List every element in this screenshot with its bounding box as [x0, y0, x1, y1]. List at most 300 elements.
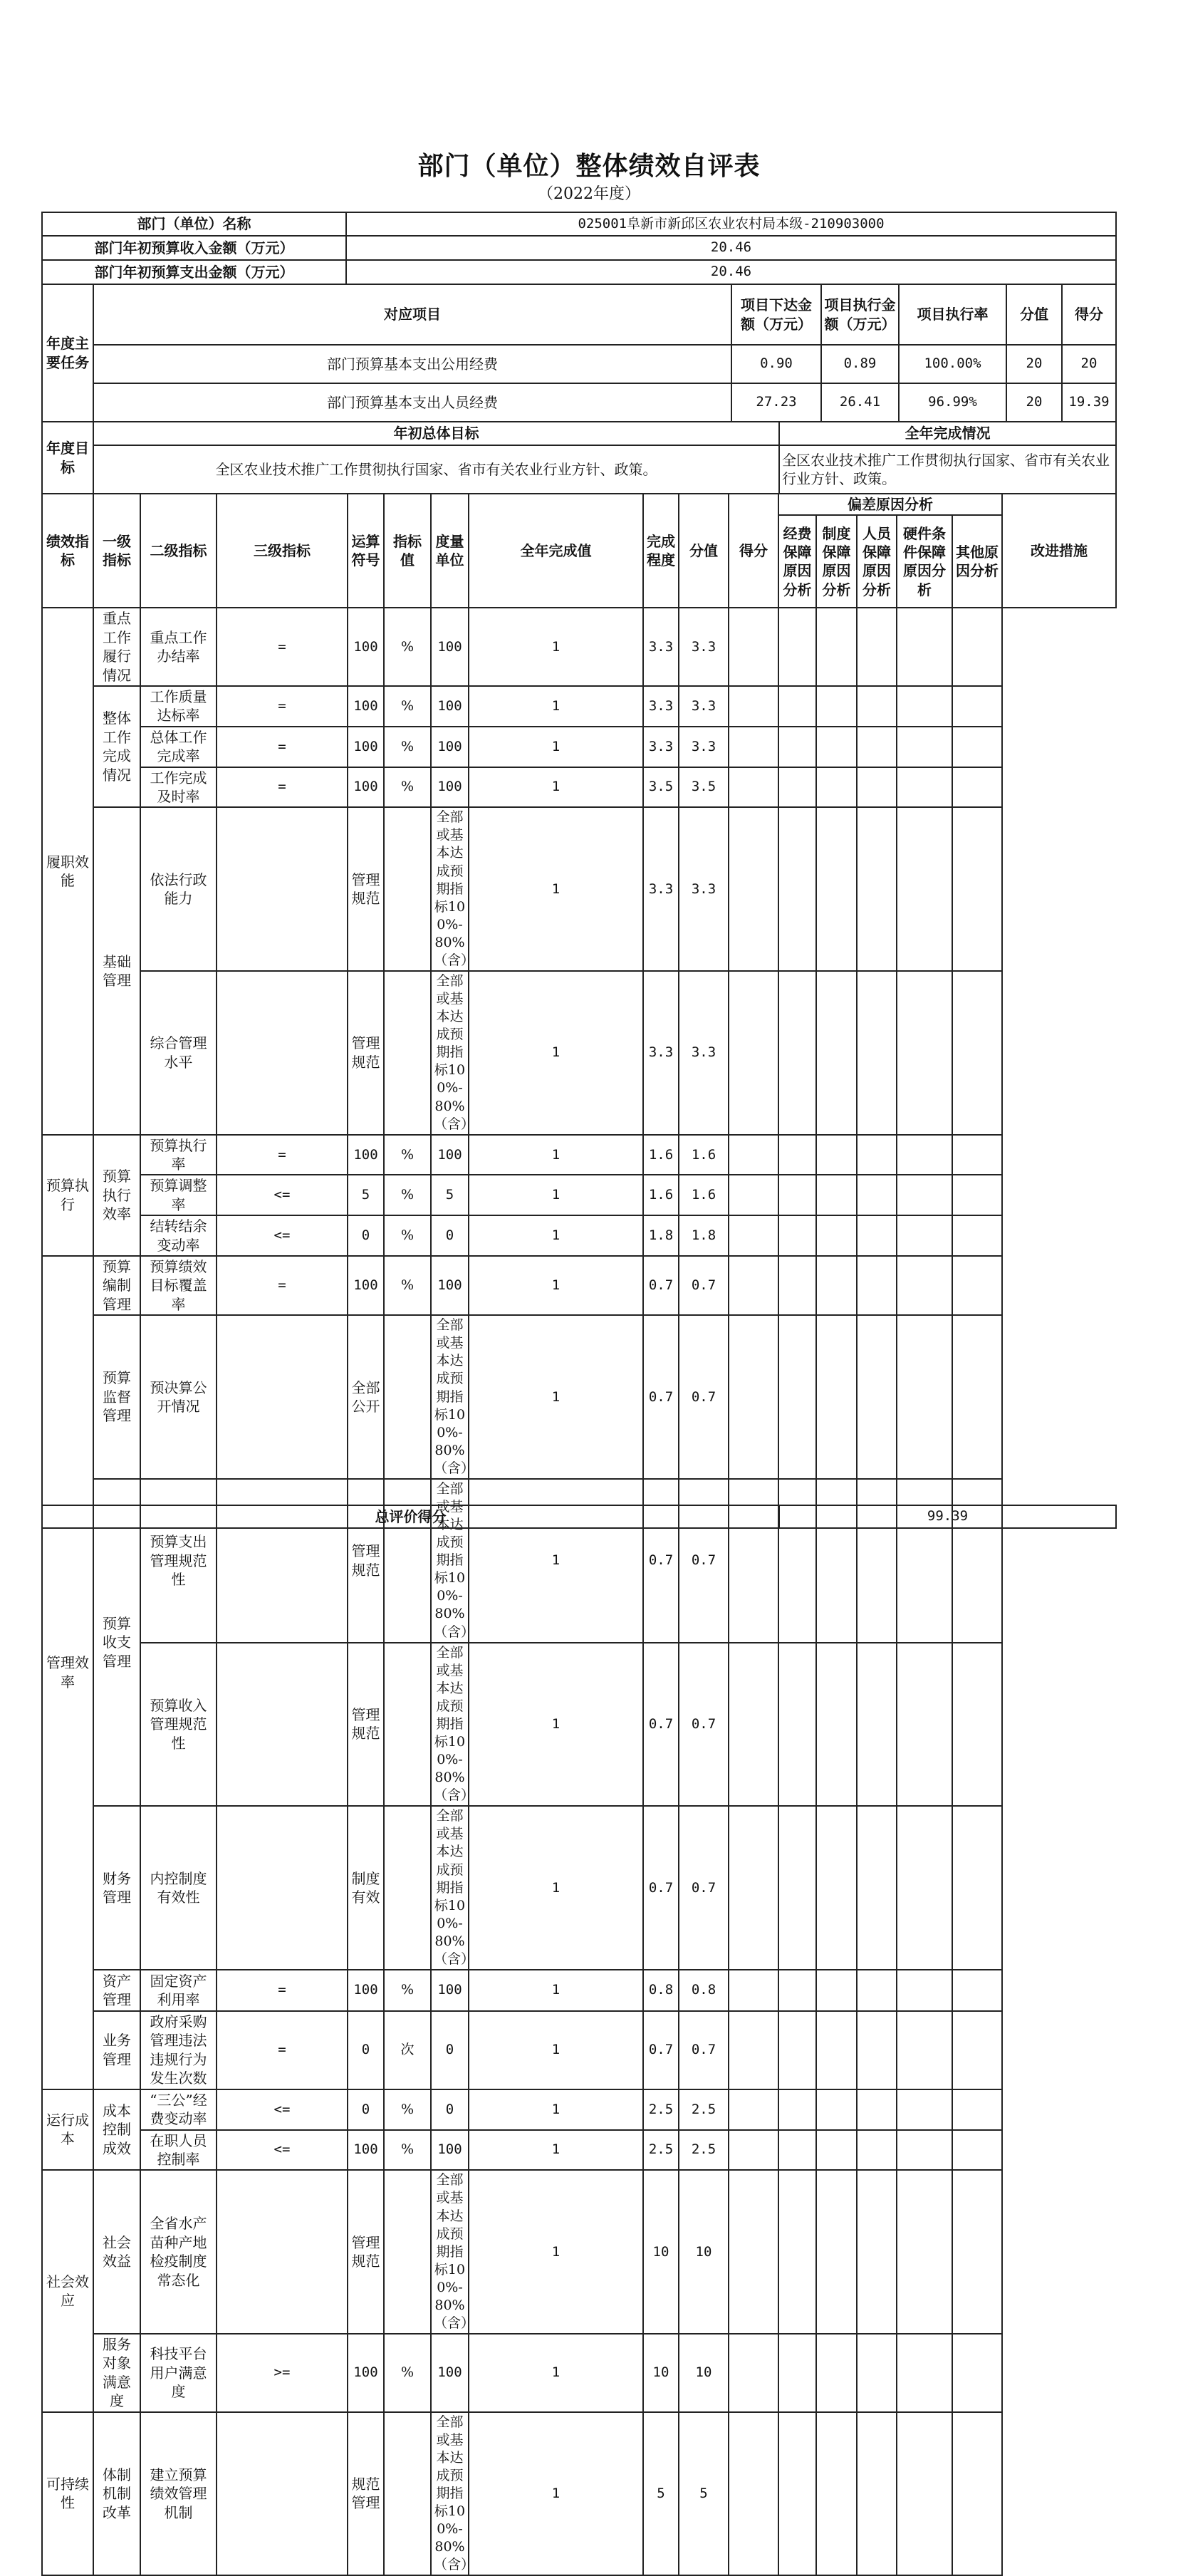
- dev-hardware-cell: [857, 2412, 897, 2576]
- dev-funding-cell: [729, 2011, 778, 2089]
- indicators-section-label: 绩效指标: [42, 494, 93, 608]
- unit-cell: [384, 1806, 431, 1970]
- target-cell: 管理规范: [348, 807, 384, 971]
- dev-funding-cell: [729, 1970, 778, 2011]
- dev-staff-cell: [816, 1806, 857, 1970]
- dev-staff-cell: [816, 2334, 857, 2412]
- target-cell: 100: [348, 2130, 384, 2171]
- completion-cell: 1: [469, 2170, 643, 2334]
- dev-system-cell: [778, 2130, 816, 2171]
- dev-other-cell: [897, 2334, 952, 2412]
- level3-cell: 工作质量达标率: [140, 686, 217, 727]
- dev-other-cell: [897, 1175, 952, 1215]
- dev-staff-cell: [816, 971, 857, 1135]
- dev-staff-cell: [816, 2412, 857, 2576]
- score-cell: 0.7: [679, 1256, 729, 1315]
- actual-cell: 全部或基本达成预期指标100%-80%（含）: [431, 1315, 469, 1479]
- target-cell: 0: [348, 2011, 384, 2089]
- score-cell: 0.8: [679, 1970, 729, 2011]
- op-cell: =: [217, 767, 348, 808]
- level3-cell: 工作完成及时率: [140, 767, 217, 808]
- level2-cell: 社会效益: [93, 2170, 140, 2334]
- unit-cell: %: [384, 1175, 431, 1215]
- actual-cell: 100: [431, 1256, 469, 1315]
- op-cell: [217, 807, 348, 971]
- dev-staff-cell: [816, 1643, 857, 1807]
- dev-staff-cell: [816, 1175, 857, 1215]
- score-max-cell: 2.5: [643, 2089, 679, 2130]
- expense-value: 20.46: [346, 260, 1116, 284]
- score-cell: 3.3: [679, 686, 729, 727]
- level2-cell: 业务管理: [93, 2011, 140, 2089]
- unit-cell: [384, 2412, 431, 2576]
- improvement-cell: [952, 608, 1002, 686]
- op-cell: [217, 1806, 348, 1970]
- actual-cell: 全部或基本达成预期指标100%-80%（含）: [431, 1643, 469, 1807]
- target-cell: 0: [348, 1215, 384, 1256]
- completion-cell: 1: [469, 2412, 643, 2576]
- goals-complete-label: 全年完成情况: [779, 422, 1116, 445]
- actual-cell: 100: [431, 1970, 469, 2011]
- dev-staff-cell: [816, 2170, 857, 2334]
- table-row: [42, 971, 1116, 1135]
- actual-cell: 5: [431, 1175, 469, 1215]
- table-row: [42, 2412, 1116, 2576]
- improvement-cell: [952, 807, 1002, 971]
- unit-cell: [384, 807, 431, 971]
- improvement-cell: [952, 2412, 1002, 2576]
- dev-system-cell: [778, 1479, 816, 1643]
- dev-hardware-cell: [857, 1806, 897, 1970]
- header-table: [41, 212, 1117, 285]
- table-row: [42, 2130, 1116, 2171]
- improvement-cell: [952, 2089, 1002, 2130]
- actual-cell: 全部或基本达成预期指标100%-80%（含）: [431, 2170, 469, 2334]
- col-dev-other: 其他原因分析: [952, 515, 1002, 608]
- improvement-cell: [952, 1256, 1002, 1315]
- task-executed: 26.41: [821, 383, 899, 422]
- dev-system-cell: [778, 2089, 816, 2130]
- dev-hardware-cell: [857, 971, 897, 1135]
- score-max-cell: 10: [643, 2170, 679, 2334]
- dev-other-cell: [897, 1135, 952, 1175]
- score-cell: 5: [679, 2412, 729, 2576]
- col-score: 得分: [729, 494, 778, 608]
- improvement-cell: [952, 727, 1002, 767]
- dev-system-cell: [778, 1315, 816, 1479]
- level2-cell: 基础管理: [93, 807, 140, 1134]
- dev-other-cell: [897, 1256, 952, 1315]
- dev-other-cell: [897, 1479, 952, 1643]
- actual-cell: 100: [431, 727, 469, 767]
- table-row: [42, 2334, 1116, 2412]
- dev-funding-cell: [729, 1135, 778, 1175]
- dev-system-cell: [778, 727, 816, 767]
- table-row: [42, 1479, 1116, 1643]
- dev-funding-cell: [729, 2412, 778, 2576]
- dev-funding-cell: [729, 2130, 778, 2171]
- level2-cell: 成本控制成效: [93, 2089, 140, 2171]
- completion-cell: 1: [469, 807, 643, 971]
- col-dev-hardware: 硬件条件保障原因分析: [897, 515, 952, 608]
- table-row: [42, 1135, 1116, 1175]
- col-level1: 一级指标: [93, 494, 140, 608]
- target-cell: 5: [348, 1175, 384, 1215]
- actual-cell: 全部或基本达成预期指标100%-80%（含）: [431, 1806, 469, 1970]
- dev-hardware-cell: [857, 1256, 897, 1315]
- unit-cell: %: [384, 727, 431, 767]
- income-value: 20.46: [346, 236, 1116, 260]
- task-score: 20: [1062, 345, 1116, 383]
- page-subtitle: （2022年度）: [538, 185, 640, 203]
- improvement-cell: [952, 2130, 1002, 2171]
- completion-cell: 1: [469, 1806, 643, 1970]
- completion-cell: 1: [469, 727, 643, 767]
- level3-cell: 依法行政能力: [140, 807, 217, 971]
- target-cell: 0: [348, 2089, 384, 2130]
- unit-cell: %: [384, 2130, 431, 2171]
- score-max-cell: 0.7: [643, 1643, 679, 1807]
- unit-cell: %: [384, 608, 431, 686]
- dev-funding-cell: [729, 608, 778, 686]
- page-title: 部门（单位）整体绩效自评表: [417, 151, 761, 181]
- level3-cell: 预算支出管理规范性: [140, 1479, 217, 1643]
- target-cell: 管理规范: [348, 971, 384, 1135]
- actual-cell: 100: [431, 2334, 469, 2412]
- score-cell: 2.5: [679, 2089, 729, 2130]
- actual-cell: 100: [431, 767, 469, 808]
- level2-cell: 预算收支管理: [93, 1479, 140, 1806]
- goals-initial-label: 年初总体目标: [93, 422, 779, 445]
- level3-cell: “三公”经费变动率: [140, 2089, 217, 2130]
- score-max-cell: 5: [643, 2412, 679, 2576]
- dev-other-cell: [897, 2130, 952, 2171]
- actual-cell: 全部或基本达成预期指标100%-80%（含）: [431, 971, 469, 1135]
- col-dev-system: 制度保障原因分析: [816, 515, 857, 608]
- unit-cell: %: [384, 2089, 431, 2130]
- target-cell: 全部公开: [348, 1315, 384, 1479]
- task-allocated: 27.23: [731, 383, 821, 422]
- dev-system-cell: [778, 2412, 816, 2576]
- tasks-col-project: 对应项目: [93, 284, 731, 345]
- task-score: 19.39: [1062, 383, 1116, 422]
- task-executed: 0.89: [821, 345, 899, 383]
- dev-staff-cell: [816, 686, 857, 727]
- dev-funding-cell: [729, 1175, 778, 1215]
- tasks-col-rate: 项目执行率: [899, 284, 1006, 345]
- table-row: [42, 1315, 1116, 1479]
- completion-cell: 1: [469, 1256, 643, 1315]
- goals-initial-text: 全区农业技术推广工作贯彻执行国家、省市有关农业行业方针、政策。: [93, 445, 779, 494]
- tasks-col-score-max: 分值: [1006, 284, 1062, 345]
- indicators-table: [41, 493, 1117, 2576]
- level1-cell: 社会效应: [42, 2170, 93, 2411]
- dev-hardware-cell: [857, 1175, 897, 1215]
- dev-other-cell: [897, 767, 952, 808]
- level3-cell: 预算收入管理规范性: [140, 1643, 217, 1807]
- completion-cell: 1: [469, 971, 643, 1135]
- dev-system-cell: [778, 971, 816, 1135]
- dev-system-cell: [778, 608, 816, 686]
- level3-cell: 预算执行率: [140, 1135, 217, 1175]
- task-rate: 100.00%: [899, 345, 1006, 383]
- score-max-cell: 2.5: [643, 2130, 679, 2171]
- level3-cell: 建立预算绩效管理机制: [140, 2412, 217, 2576]
- actual-cell: 全部或基本达成预期指标100%-80%（含）: [431, 2412, 469, 2576]
- improvement-cell: [952, 971, 1002, 1135]
- tasks-col-allocated: 项目下达金额（万元）: [731, 284, 821, 345]
- score-max-cell: 0.7: [643, 1256, 679, 1315]
- score-cell: 3.3: [679, 807, 729, 971]
- dev-other-cell: [897, 807, 952, 971]
- level2-cell: 体制机制改革: [93, 2412, 140, 2576]
- col-op: 运算符号: [348, 494, 384, 608]
- op-cell: <=: [217, 1175, 348, 1215]
- improvement-cell: [952, 1315, 1002, 1479]
- completion-cell: 1: [469, 1315, 643, 1479]
- actual-cell: 100: [431, 608, 469, 686]
- score-cell: 0.7: [679, 1643, 729, 1807]
- col-target: 指标值: [384, 494, 431, 608]
- dev-other-cell: [897, 608, 952, 686]
- dev-system-cell: [778, 686, 816, 727]
- dev-hardware-cell: [857, 2334, 897, 2412]
- completion-cell: 1: [469, 1215, 643, 1256]
- dev-staff-cell: [816, 1479, 857, 1643]
- level3-cell: 内控制度有效性: [140, 1806, 217, 1970]
- dev-hardware-cell: [857, 686, 897, 727]
- level2-cell: 预算执行效率: [93, 1135, 140, 1256]
- dev-funding-cell: [729, 1643, 778, 1807]
- dev-funding-cell: [729, 807, 778, 971]
- improvement-cell: [952, 1215, 1002, 1256]
- op-cell: [217, 1479, 348, 1643]
- level3-cell: 综合管理水平: [140, 971, 217, 1135]
- table-row: [42, 1806, 1116, 1970]
- unit-cell: [384, 1315, 431, 1479]
- target-cell: 100: [348, 1256, 384, 1315]
- score-max-cell: 3.5: [643, 767, 679, 808]
- dev-hardware-cell: [857, 767, 897, 808]
- completion-cell: 1: [469, 686, 643, 727]
- level3-cell: 预算绩效目标覆盖率: [140, 1256, 217, 1315]
- target-cell: 100: [348, 767, 384, 808]
- actual-cell: 0: [431, 1215, 469, 1256]
- dev-hardware-cell: [857, 2089, 897, 2130]
- level3-cell: 预决算公开情况: [140, 1315, 217, 1479]
- dev-staff-cell: [816, 727, 857, 767]
- score-max-cell: 0.8: [643, 1970, 679, 2011]
- tasks-table: [41, 284, 1117, 422]
- dev-hardware-cell: [857, 807, 897, 971]
- dev-staff-cell: [816, 1215, 857, 1256]
- score-cell: 0.7: [679, 1315, 729, 1479]
- level1-cell: 管理效率: [42, 1256, 93, 2089]
- op-cell: [217, 971, 348, 1135]
- completion-cell: 1: [469, 608, 643, 686]
- score-max-cell: 1.6: [643, 1135, 679, 1175]
- score-max-cell: 3.3: [643, 971, 679, 1135]
- score-max-cell: 0.7: [643, 1315, 679, 1479]
- score-cell: 1.8: [679, 1215, 729, 1256]
- score-cell: 3.3: [679, 727, 729, 767]
- actual-cell: 0: [431, 2011, 469, 2089]
- table-row: [42, 2170, 1116, 2334]
- unit-cell: [384, 1643, 431, 1807]
- dev-other-cell: [897, 1970, 952, 2011]
- dev-funding-cell: [729, 1215, 778, 1256]
- op-cell: <=: [217, 2089, 348, 2130]
- task-allocated: 0.90: [731, 345, 821, 383]
- dev-staff-cell: [816, 2130, 857, 2171]
- score-cell: 3.5: [679, 767, 729, 808]
- tasks-col-executed: 项目执行金额（万元）: [821, 284, 899, 345]
- target-cell: 管理规范: [348, 2170, 384, 2334]
- total-value: 99.39: [779, 1505, 1116, 1528]
- completion-cell: 1: [469, 1135, 643, 1175]
- dev-staff-cell: [816, 2089, 857, 2130]
- completion-cell: 1: [469, 2334, 643, 2412]
- dev-system-cell: [778, 2170, 816, 2334]
- improvement-cell: [952, 1135, 1002, 1175]
- target-cell: 100: [348, 727, 384, 767]
- completion-cell: 1: [469, 2130, 643, 2171]
- task-rate: 96.99%: [899, 383, 1006, 422]
- level2-cell: 财务管理: [93, 1806, 140, 1970]
- level2-cell: 重点工作履行情况: [93, 608, 140, 686]
- op-cell: =: [217, 608, 348, 686]
- dept-name-label: 部门（单位）名称: [42, 212, 346, 236]
- dept-name-value: 025001阜新市新邱区农业农村局本级-210903000: [346, 212, 1116, 236]
- level2-cell: 整体工作完成情况: [93, 686, 140, 807]
- total-table: [41, 1505, 1117, 1529]
- level2-cell: 预算监督管理: [93, 1315, 140, 1479]
- score-cell: 0.7: [679, 2011, 729, 2089]
- op-cell: >=: [217, 2334, 348, 2412]
- score-max-cell: 0.7: [643, 1806, 679, 1970]
- target-cell: 管理规范: [348, 1643, 384, 1807]
- unit-cell: %: [384, 1970, 431, 2011]
- improvement-cell: [952, 1970, 1002, 2011]
- improvement-cell: [952, 1806, 1002, 1970]
- dev-funding-cell: [729, 1315, 778, 1479]
- dev-system-cell: [778, 1256, 816, 1315]
- table-row: [42, 807, 1116, 971]
- table-row: [42, 767, 1116, 808]
- dev-system-cell: [778, 2334, 816, 2412]
- dev-hardware-cell: [857, 1315, 897, 1479]
- dev-staff-cell: [816, 807, 857, 971]
- completion-cell: 1: [469, 2011, 643, 2089]
- improvement-cell: [952, 686, 1002, 727]
- dev-system-cell: [778, 1806, 816, 1970]
- dev-funding-cell: [729, 686, 778, 727]
- dev-hardware-cell: [857, 2011, 897, 2089]
- dev-system-cell: [778, 2011, 816, 2089]
- dev-staff-cell: [816, 767, 857, 808]
- op-cell: [217, 1643, 348, 1807]
- score-cell: 10: [679, 2170, 729, 2334]
- level3-cell: 全省水产苗种产地检疫制度常态化: [140, 2170, 217, 2334]
- completion-cell: 1: [469, 1479, 643, 1643]
- level3-cell: 结转结余变动率: [140, 1215, 217, 1256]
- level1-cell: 可持续性: [42, 2412, 93, 2576]
- dev-funding-cell: [729, 727, 778, 767]
- dev-hardware-cell: [857, 727, 897, 767]
- completion-cell: 1: [469, 1970, 643, 2011]
- table-row: [42, 1215, 1116, 1256]
- unit-cell: [384, 971, 431, 1135]
- score-max-cell: 3.3: [643, 727, 679, 767]
- completion-cell: 1: [469, 767, 643, 808]
- op-cell: [217, 2412, 348, 2576]
- dev-other-cell: [897, 1215, 952, 1256]
- dev-system-cell: [778, 1970, 816, 2011]
- level3-cell: 政府采购管理违法违规行为发生次数: [140, 2011, 217, 2089]
- level3-cell: 固定资产利用率: [140, 1970, 217, 2011]
- target-cell: 100: [348, 1135, 384, 1175]
- dev-staff-cell: [816, 2011, 857, 2089]
- improvement-cell: [952, 2170, 1002, 2334]
- improvement-cell: [952, 1175, 1002, 1215]
- level2-cell: 资产管理: [93, 1970, 140, 2011]
- op-cell: [217, 1315, 348, 1479]
- task-score-max: 20: [1006, 345, 1062, 383]
- task-project: 部门预算基本支出人员经费: [93, 383, 731, 422]
- dev-funding-cell: [729, 1256, 778, 1315]
- table-row: [42, 1175, 1116, 1215]
- unit-cell: %: [384, 1256, 431, 1315]
- dev-hardware-cell: [857, 1215, 897, 1256]
- dev-hardware-cell: [857, 2170, 897, 2334]
- table-row: [42, 608, 1116, 686]
- goals-table: [41, 421, 1117, 494]
- improvement-cell: [952, 2011, 1002, 2089]
- score-max-cell: 10: [643, 2334, 679, 2412]
- col-dev-staff: 人员保障原因分析: [857, 515, 897, 608]
- dev-staff-cell: [816, 1256, 857, 1315]
- col-level2: 二级指标: [140, 494, 217, 608]
- op-cell: =: [217, 1256, 348, 1315]
- tasks-section-label: 年度主要任务: [42, 284, 93, 422]
- dev-other-cell: [897, 2412, 952, 2576]
- total-label: 总评价得分: [42, 1505, 779, 1528]
- tasks-col-score: 得分: [1062, 284, 1116, 345]
- level3-cell: 在职人员控制率: [140, 2130, 217, 2171]
- actual-cell: 全部或基本达成预期指标100%-80%（含）: [431, 1479, 469, 1643]
- dev-system-cell: [778, 1135, 816, 1175]
- op-cell: [217, 2170, 348, 2334]
- task-project: 部门预算基本支出公用经费: [93, 345, 731, 383]
- improvement-cell: [952, 1479, 1002, 1643]
- target-cell: 100: [348, 2334, 384, 2412]
- dev-hardware-cell: [857, 2130, 897, 2171]
- dev-funding-cell: [729, 971, 778, 1135]
- col-deviation: 偏差原因分析: [778, 494, 1002, 515]
- dev-other-cell: [897, 971, 952, 1135]
- level1-cell: 履职效能: [42, 608, 93, 1134]
- dev-system-cell: [778, 1215, 816, 1256]
- unit-cell: [384, 2170, 431, 2334]
- completion-cell: 1: [469, 1643, 643, 1807]
- dev-other-cell: [897, 2011, 952, 2089]
- op-cell: <=: [217, 2130, 348, 2171]
- level2-cell: 预算编制管理: [93, 1256, 140, 1315]
- unit-cell: [384, 1479, 431, 1643]
- score-cell: 0.7: [679, 1806, 729, 1970]
- score-cell: 10: [679, 2334, 729, 2412]
- level3-cell: 科技平台用户满意度: [140, 2334, 217, 2412]
